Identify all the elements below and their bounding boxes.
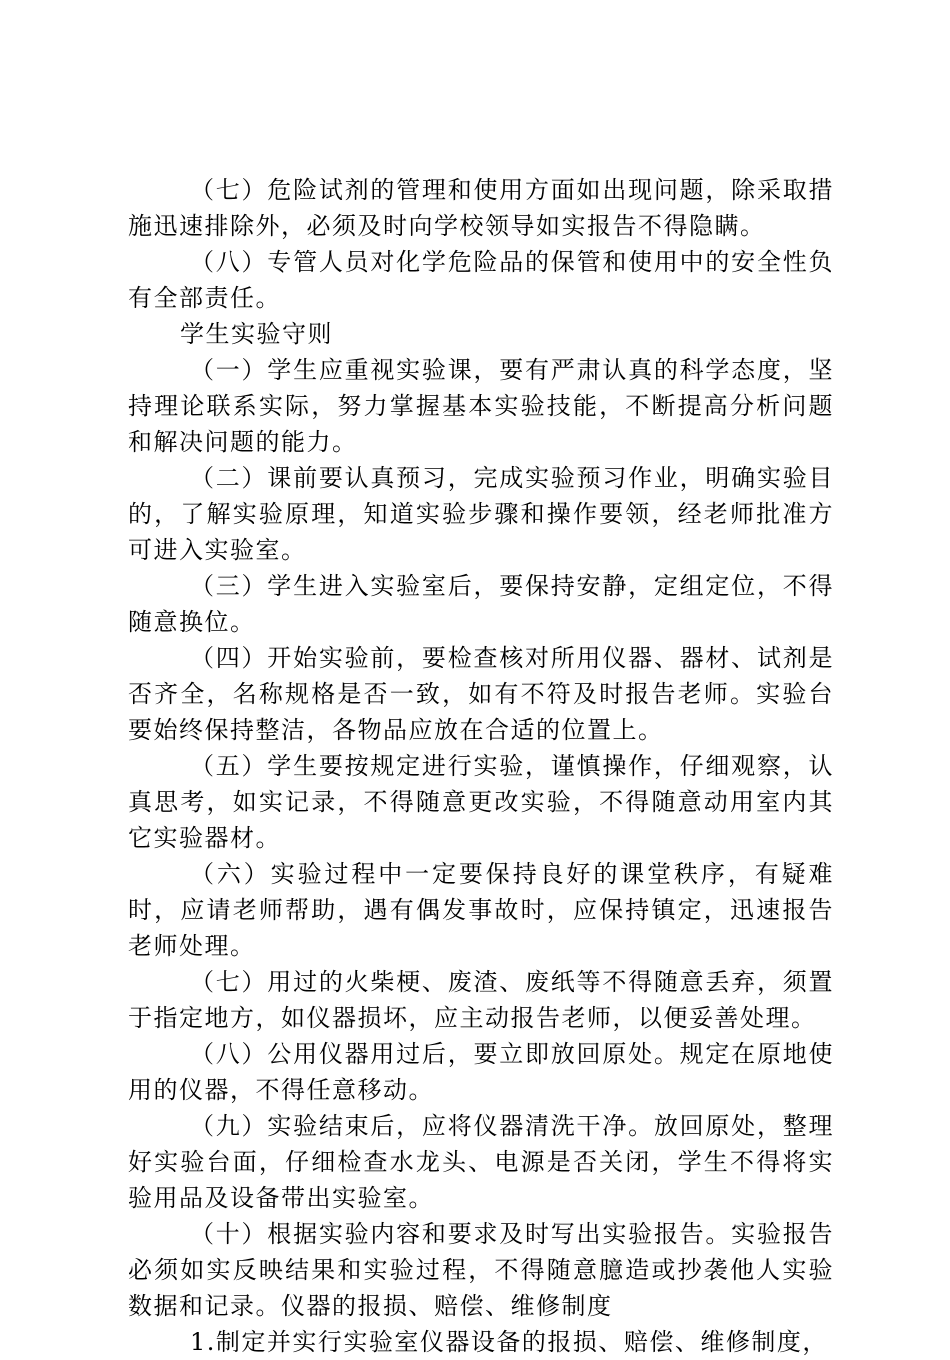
paragraph-rule-1: （一）学生应重视实验课，要有严肃认真的科学态度，坚持理论联系实际，努力掌握基本实验技能，不断提高分析问题和解决问题的能力。 bbox=[128, 356, 834, 456]
paragraph-rule-9: （九）实验结束后，应将仪器清洗干净。放回原处，整理好实验台面，仔细检查水龙头、电源是否关闭，学生不得将实验用品及设备带出实验室。 bbox=[128, 1112, 834, 1212]
section-heading-student-rules: 学生实验守则 bbox=[180, 320, 333, 348]
paragraph-hazardous-storage-responsibility: （八）专管人员对化学危险品的保管和使用中的安全性负有全部责任。 bbox=[128, 248, 834, 312]
paragraph-rule-4: （四）开始实验前，要检查核对所用仪器、器材、试剂是否齐全，名称规格是否一致，如有不符及时报告老师。实验台要始终保持整洁，各物品应放在合适的位置上。 bbox=[128, 644, 834, 744]
paragraph-hazardous-reagent-problems: （七）危险试剂的管理和使用方面如出现问题，除采取措施迅速排除外，必须及时向学校领导如实报告不得隐瞒。 bbox=[128, 176, 834, 240]
paragraph-rule-2: （二）课前要认真预习，完成实验预习作业，明确实验目的，了解实验原理，知道实验步骤和操作要领，经老师批准方可进入实验室。 bbox=[128, 464, 834, 564]
paragraph-rule-3: （三）学生进入实验室后，要保持安静，定组定位，不得随意换位。 bbox=[128, 572, 834, 636]
paragraph-equipment-rule-1: 1.制定并实行实验室仪器设备的报损、赔偿、维修制度， bbox=[190, 1328, 828, 1356]
paragraph-rule-8: （八）公用仪器用过后，要立即放回原处。规定在原地使用的仪器，不得任意移动。 bbox=[128, 1040, 834, 1104]
paragraph-rule-5: （五）学生要按规定进行实验，谨慎操作，仔细观察，认真思考，如实记录，不得随意更改实验，不得随意动用室内其它实验器材。 bbox=[128, 752, 834, 852]
paragraph-rule-10: （十）根据实验内容和要求及时写出实验报告。实验报告必须如实反映结果和实验过程，不得随意臆造或抄袭他人实验数据和记录。仪器的报损、赔偿、维修制度 bbox=[128, 1220, 834, 1320]
document-page bbox=[128, 172, 834, 1360]
paragraph-rule-6: （六）实验过程中一定要保持良好的课堂秩序，有疑难时，应请老师帮助，遇有偶发事故时，应保持镇定，迅速报告老师处理。 bbox=[128, 860, 834, 960]
paragraph-rule-7: （七）用过的火柴梗、废渣、废纸等不得随意丢弃，须置于指定地方，如仪器损坏，应主动报告老师，以便妥善处理。 bbox=[128, 968, 834, 1032]
